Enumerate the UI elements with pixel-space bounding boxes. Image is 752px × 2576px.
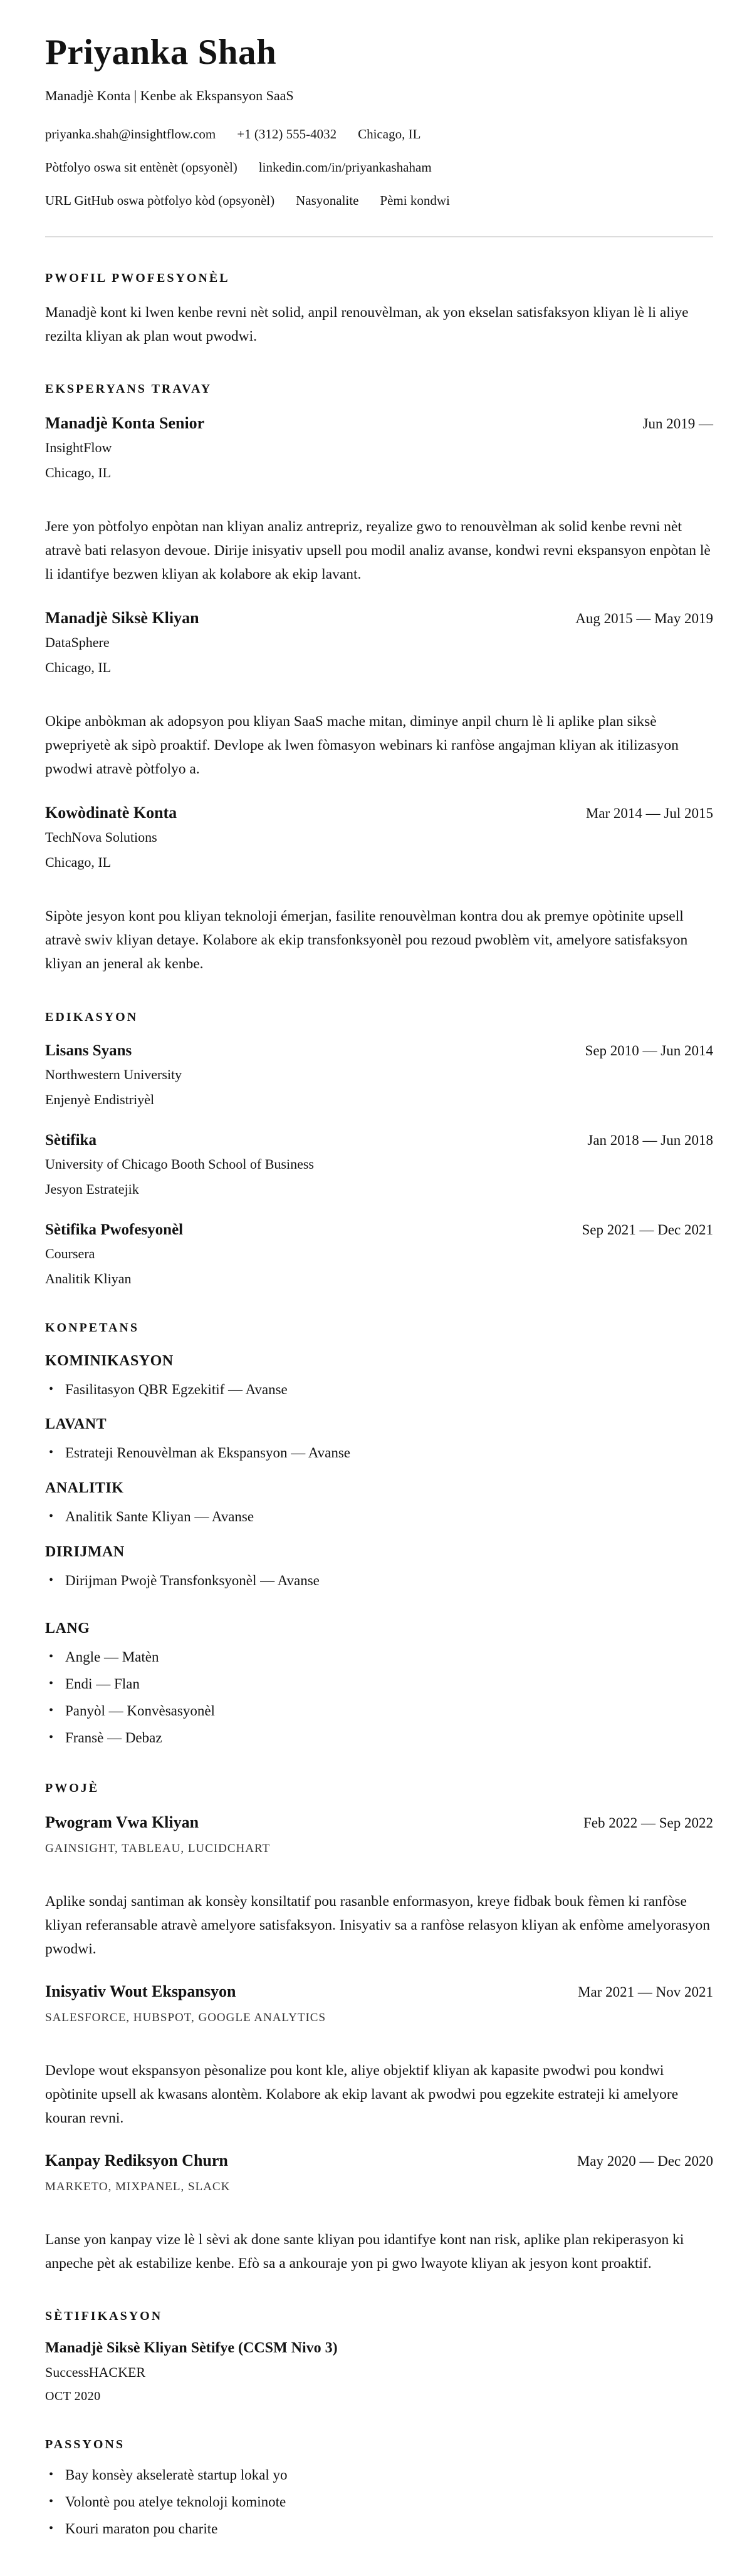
job-company: TechNova Solutions bbox=[45, 829, 157, 846]
section-projects bbox=[45, 1781, 713, 2276]
education-degree: Sètifika Pwofesyonèl bbox=[45, 1221, 184, 1238]
section-experience bbox=[45, 382, 713, 976]
education-dates: Sep 2010 — Jun 2014 bbox=[585, 1042, 713, 1058]
job-title: Manadjè Siksè Kliyan bbox=[45, 609, 199, 628]
certification-date: OCT 2020 bbox=[45, 2389, 101, 2404]
language-list bbox=[45, 1648, 713, 1747]
project-entry-head bbox=[45, 1982, 713, 2001]
contact-portfolio-label: Pòtfolyo oswa sit entènèt (opsyonèl) bbox=[45, 159, 238, 175]
contact-email: priyanka.shah@insightflow.com bbox=[45, 126, 216, 142]
project-dates: Feb 2022 — Sep 2022 bbox=[583, 1814, 713, 1831]
job-dates: Jun 2019 — bbox=[642, 415, 713, 432]
project-tools: MARKETO, MIXPANEL, SLACK bbox=[45, 2180, 231, 2194]
job-entry bbox=[45, 609, 713, 781]
contact-driving-permit-label: Pèmi kondwi bbox=[380, 192, 450, 208]
contact-nationality-label: Nasyonalite bbox=[296, 192, 359, 208]
job-entry-head bbox=[45, 804, 713, 822]
job-entry bbox=[45, 804, 713, 976]
education-entry bbox=[45, 1132, 713, 1197]
job-location: Chicago, IL bbox=[45, 660, 112, 676]
contact-row-1 bbox=[45, 127, 713, 142]
section-heading-certification: SÈTIFIKASYON bbox=[45, 2309, 163, 2324]
resume-title: Manadjè Konta | Kenbe ak Ekspansyon SaaS bbox=[45, 87, 294, 103]
language-item: • Endi — Flan bbox=[45, 1675, 713, 1694]
languages-group-title: LANG bbox=[45, 1620, 90, 1637]
job-description: Sipòte jesyon kont pou kliyan teknoloji émerjan, fasilite renouvèlman kontra dou ak premye opòtinite upsell atravè swiv kliyan detaye. Kolabore ak ekip transfonksyonèl pou rezoud pwoblèm vit, amelyore satisfaksyon kliyan an jeneral ak kenbe. bbox=[45, 908, 688, 973]
passion-item: • Bay konsèy akseleratè startup lokal yo bbox=[45, 2466, 713, 2485]
project-entry bbox=[45, 1982, 713, 2130]
skills-group-title: ANALITIK bbox=[45, 1480, 124, 1497]
education-field: Enjenyè Endistriyèl bbox=[45, 1091, 155, 1107]
section-heading-passions: PASSYONS bbox=[45, 2438, 125, 2452]
skill-item: • Analitik Sante Kliyan — Avanse bbox=[45, 1508, 713, 1526]
job-dates: Mar 2014 — Jul 2015 bbox=[585, 805, 713, 822]
contact-github-label: URL GitHub oswa pòtfolyo kòd (opsyonèl) bbox=[45, 192, 275, 208]
skill-list bbox=[45, 1444, 713, 1462]
project-entry bbox=[45, 2151, 713, 2275]
skill-group bbox=[45, 1480, 713, 1526]
certification-name: Manadjè Siksè Kliyan Sètifye (CCSM Nivo 3) bbox=[45, 2340, 338, 2357]
education-entry-head bbox=[45, 1042, 713, 1060]
job-dates: Aug 2015 — May 2019 bbox=[575, 611, 713, 627]
project-dates: Mar 2021 — Nov 2021 bbox=[578, 1984, 713, 2000]
section-education bbox=[45, 1010, 713, 1287]
resume-name: Priyanka Shah bbox=[45, 33, 277, 72]
education-entry-head bbox=[45, 1221, 713, 1239]
contact-linkedin: linkedin.com/in/priyankashaham bbox=[258, 159, 432, 175]
project-entry bbox=[45, 1813, 713, 1961]
education-dates: Jan 2018 — Jun 2018 bbox=[587, 1132, 713, 1148]
job-title: Kowòdinatè Konta bbox=[45, 804, 177, 822]
skill-group bbox=[45, 1544, 713, 1590]
skill-group bbox=[45, 1353, 713, 1399]
language-item: • Angle — Matèn bbox=[45, 1648, 713, 1667]
project-description: Aplike sondaj santiman ak konsèy konsiltatif pou rasanble enformasyon, kreye fidbak bouk fèmen ki ranfòse kliyan referansable atravè amelyore satisfaksyon. Inisyativ sa a ranfòse relasyon kliyan ak enfòme amelyorasyon pwodwi. bbox=[45, 1893, 711, 1957]
resume-header bbox=[45, 34, 713, 237]
contact-row-3 bbox=[45, 193, 713, 209]
section-skills bbox=[45, 1321, 713, 1747]
education-field: Analitik Kliyan bbox=[45, 1270, 132, 1286]
education-dates: Sep 2021 — Dec 2021 bbox=[582, 1221, 713, 1238]
job-description: Okipe anbòkman ak adopsyon pou kliyan SaaS mache mitan, diminye anpil churn lè li aplike plan siksè pwepriyetè ak sipò proaktif. Devlope ak lwen fòmasyon webinars ki ranfòse angajman kliyan ak itilizasyon pwodwi atravè pòtfolyo a. bbox=[45, 713, 679, 778]
section-heading-projects: PWOJÈ bbox=[45, 1781, 100, 1795]
project-tools: GAINSIGHT, TABLEAU, LUCIDCHART bbox=[45, 1841, 271, 1855]
certification-issuer: SuccessHACKER bbox=[45, 2364, 146, 2381]
passion-item: • Kouri maraton pou charite bbox=[45, 2520, 713, 2538]
passion-item: • Volontè pou atelye teknoloji kominote bbox=[45, 2493, 713, 2511]
project-tools: SALESFORCE, HUBSPOT, GOOGLE ANALYTICS bbox=[45, 2010, 326, 2024]
job-description: Jere yon pòtfolyo enpòtan nan kliyan analiz antrepriz, reyalize gwo to renouvèlman ak solid kenbe revni nèt atravè bati relasyon devoue. Dirije inisyativ upsell pou modil analiz avanse, kondwi revni ekspansyon enpòtan lè li idantifye bezwen kliyan ak kolabore ak ekip lavant. bbox=[45, 518, 711, 583]
skill-item: • Fasilitasyon QBR Egzekitif — Avanse bbox=[45, 1380, 713, 1399]
project-title: Pwogram Vwa Kliyan bbox=[45, 1813, 199, 1831]
education-school: University of Chicago Booth School of Business bbox=[45, 1156, 314, 1172]
skill-list bbox=[45, 1380, 713, 1399]
skills-group-title: LAVANT bbox=[45, 1416, 107, 1433]
contact-phone: +1 (312) 555-4032 bbox=[237, 126, 337, 142]
job-entry bbox=[45, 414, 713, 586]
languages-group bbox=[45, 1620, 713, 1747]
education-school: Coursera bbox=[45, 1245, 95, 1261]
section-heading-experience: EKSPERYANS TRAVAY bbox=[45, 381, 212, 396]
language-item: • Panyòl — Konvèsasyonèl bbox=[45, 1702, 713, 1720]
education-degree: Sètifika bbox=[45, 1131, 97, 1149]
education-entry bbox=[45, 1221, 713, 1287]
skill-list bbox=[45, 1508, 713, 1526]
project-title: Kanpay Rediksyon Churn bbox=[45, 2151, 228, 2170]
job-company: DataSphere bbox=[45, 634, 110, 651]
section-passions bbox=[45, 2438, 713, 2538]
job-entry-head bbox=[45, 414, 713, 433]
skills-group-title: KOMINIKASYON bbox=[45, 1352, 174, 1369]
header-divider bbox=[45, 236, 713, 237]
education-degree: Lisans Syans bbox=[45, 1042, 132, 1059]
skill-item: • Dirijman Pwojè Transfonksyonèl — Avanse bbox=[45, 1571, 713, 1590]
job-entry-head bbox=[45, 609, 713, 628]
section-heading-profile: PWOFIL PWOFESYONÈL bbox=[45, 271, 230, 285]
project-title: Inisyativ Wout Ekspansyon bbox=[45, 1982, 236, 2000]
contact-location: Chicago, IL bbox=[358, 126, 421, 142]
job-location: Chicago, IL bbox=[45, 464, 112, 480]
section-certification bbox=[45, 2309, 713, 2404]
education-entry-head bbox=[45, 1132, 713, 1149]
language-item: • Fransè — Debaz bbox=[45, 1729, 713, 1747]
profile-summary: Manadjè kont ki lwen kenbe revni nèt solid, anpil renouvèlman, ak yon ekselan satisfaksyon kliyan lè li aliye rezilta kliyan ak plan wout pwodwi. bbox=[45, 304, 689, 344]
project-entry-head bbox=[45, 2151, 713, 2170]
passions-list bbox=[45, 2466, 713, 2538]
project-description: Devlope wout ekspansyon pèsonalize pou kont kle, aliye objektif kliyan ak kapasite pwodwi pou kondwi opòtinite upsell ak kwasans alontèm. Kolabore ak ekip lavant ak pwodwi pou egzekite estrateji ki amelyore kouran revni. bbox=[45, 2062, 679, 2126]
job-title: Manadjè Konta Senior bbox=[45, 413, 205, 432]
project-entry-head bbox=[45, 1813, 713, 1832]
project-description: Lanse yon kanpay vize lè l sèvi ak done sante kliyan pou idantifye kont nan risk, aplike plan rekiperasyon ki anpeche pèt ak estabilize kenbe. Efò sa a ankouraje yon pi gwo lwayote kliyan ak jesyon kont proaktif. bbox=[45, 2232, 684, 2272]
job-location: Chicago, IL bbox=[45, 854, 112, 871]
skill-group bbox=[45, 1416, 713, 1462]
contact-row-2 bbox=[45, 160, 713, 175]
education-field: Jesyon Estratejik bbox=[45, 1181, 139, 1197]
section-profile bbox=[45, 271, 713, 348]
education-school: Northwestern University bbox=[45, 1066, 182, 1082]
skill-item: • Estrateji Renouvèlman ak Ekspansyon — Avanse bbox=[45, 1444, 713, 1462]
skill-list bbox=[45, 1571, 713, 1590]
section-heading-skills: KONPETANS bbox=[45, 1320, 139, 1335]
skills-group-title: DIRIJMAN bbox=[45, 1544, 125, 1561]
section-heading-education: EDIKASYON bbox=[45, 1010, 138, 1024]
project-dates: May 2020 — Dec 2020 bbox=[577, 2153, 713, 2170]
job-company: InsightFlow bbox=[45, 439, 112, 455]
education-entry bbox=[45, 1042, 713, 1108]
